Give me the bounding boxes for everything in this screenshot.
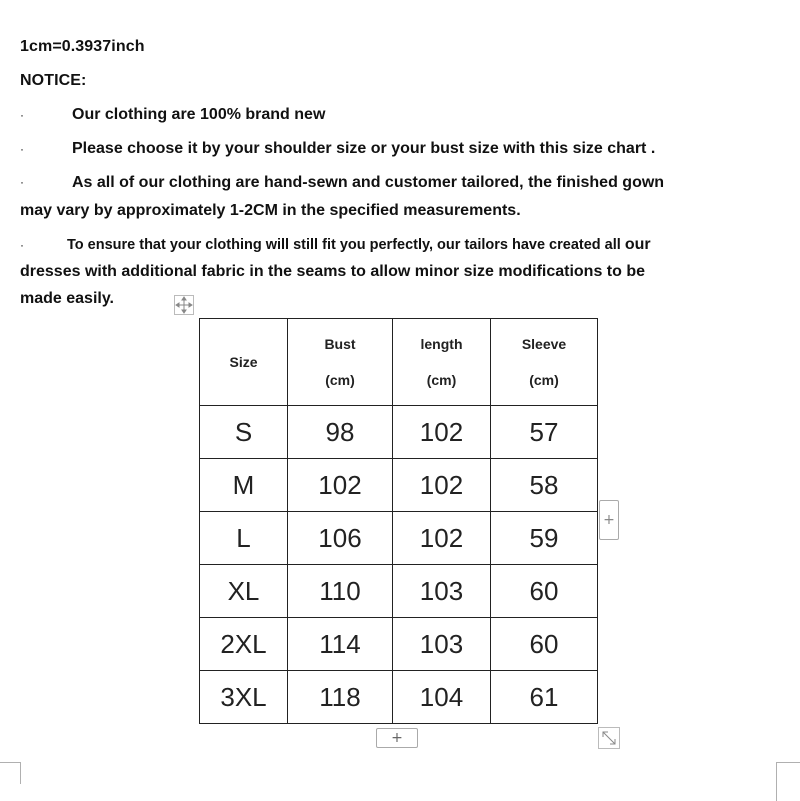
header-size <box>200 319 288 406</box>
cell-size: M <box>200 459 288 512</box>
cell-length: 104 <box>393 671 491 724</box>
cell-sleeve: 57 <box>491 406 598 459</box>
bullet-marker: · <box>20 108 24 122</box>
cell-sleeve: 60 <box>491 565 598 618</box>
header-length <box>393 319 491 406</box>
table-row <box>200 671 598 724</box>
bullet-marker: · <box>20 142 24 156</box>
add-row-button[interactable] <box>376 728 418 748</box>
cell-bust: 114 <box>288 618 393 671</box>
cell-length: 103 <box>393 618 491 671</box>
bullet-text: Our clothing are 100% brand new <box>72 106 326 123</box>
cell-length: 102 <box>393 406 491 459</box>
plus-icon: + <box>391 730 403 746</box>
cell-size: 3XL <box>200 671 288 724</box>
bullet-marker: · <box>20 175 24 189</box>
bullet-text-part: To ensure that your clothing will still fit you perfectly, our tailors have created all <box>67 237 621 253</box>
bullet-text-continued: may vary by approximately 1-2CM in the specified measurements. <box>20 202 521 219</box>
header-unit: (cm) <box>426 372 457 388</box>
conversion-note: 1cm=0.3937inch <box>20 38 145 55</box>
header-label: Size <box>229 354 258 370</box>
page-margin-mark-right <box>776 762 800 801</box>
table-header-row <box>200 319 598 406</box>
table-row <box>200 565 598 618</box>
bullet-text-continued: made easily. <box>20 290 114 307</box>
table-row <box>200 406 598 459</box>
cell-bust: 98 <box>288 406 393 459</box>
notice-heading: NOTICE: <box>20 72 87 89</box>
table-row <box>200 618 598 671</box>
table-row <box>200 512 598 565</box>
table-resize-handle[interactable] <box>598 727 620 749</box>
table-move-handle[interactable] <box>174 295 194 315</box>
add-column-button[interactable] <box>599 500 619 540</box>
cell-bust: 110 <box>288 565 393 618</box>
cell-bust: 102 <box>288 459 393 512</box>
cell-length: 103 <box>393 565 491 618</box>
cell-sleeve: 59 <box>491 512 598 565</box>
cell-sleeve: 61 <box>491 671 598 724</box>
bullet-text-part: our <box>624 236 651 253</box>
header-label: Bust <box>324 336 356 352</box>
cell-bust: 118 <box>288 671 393 724</box>
bullet-text: Please choose it by your shoulder size or your bust size with this size chart . <box>72 140 656 157</box>
header-sleeve <box>491 319 598 406</box>
header-label: Sleeve <box>521 336 567 352</box>
page-margin-mark-left <box>0 762 21 784</box>
bullet-text <box>67 236 651 254</box>
move-arrows-icon <box>175 296 193 314</box>
cell-bust: 106 <box>288 512 393 565</box>
header-unit: (cm) <box>325 372 355 388</box>
header-label: length <box>420 336 463 352</box>
table-row <box>200 459 598 512</box>
cell-length: 102 <box>393 459 491 512</box>
cell-size: 2XL <box>200 618 288 671</box>
size-chart-table <box>199 318 598 724</box>
cell-size: L <box>200 512 288 565</box>
header-unit: (cm) <box>529 372 559 388</box>
header-bust <box>288 319 393 406</box>
cell-sleeve: 60 <box>491 618 598 671</box>
bullet-marker: · <box>20 238 24 252</box>
cell-size: S <box>200 406 288 459</box>
cell-sleeve: 58 <box>491 459 598 512</box>
plus-icon: + <box>603 512 615 528</box>
resize-diagonal-icon <box>599 728 619 748</box>
bullet-text: As all of our clothing are hand-sewn and customer tailored, the finished gown <box>72 174 665 191</box>
cell-size: XL <box>200 565 288 618</box>
bullet-text-continued: dresses with additional fabric in the seams to allow minor size modifications to be <box>20 263 646 280</box>
cell-length: 102 <box>393 512 491 565</box>
